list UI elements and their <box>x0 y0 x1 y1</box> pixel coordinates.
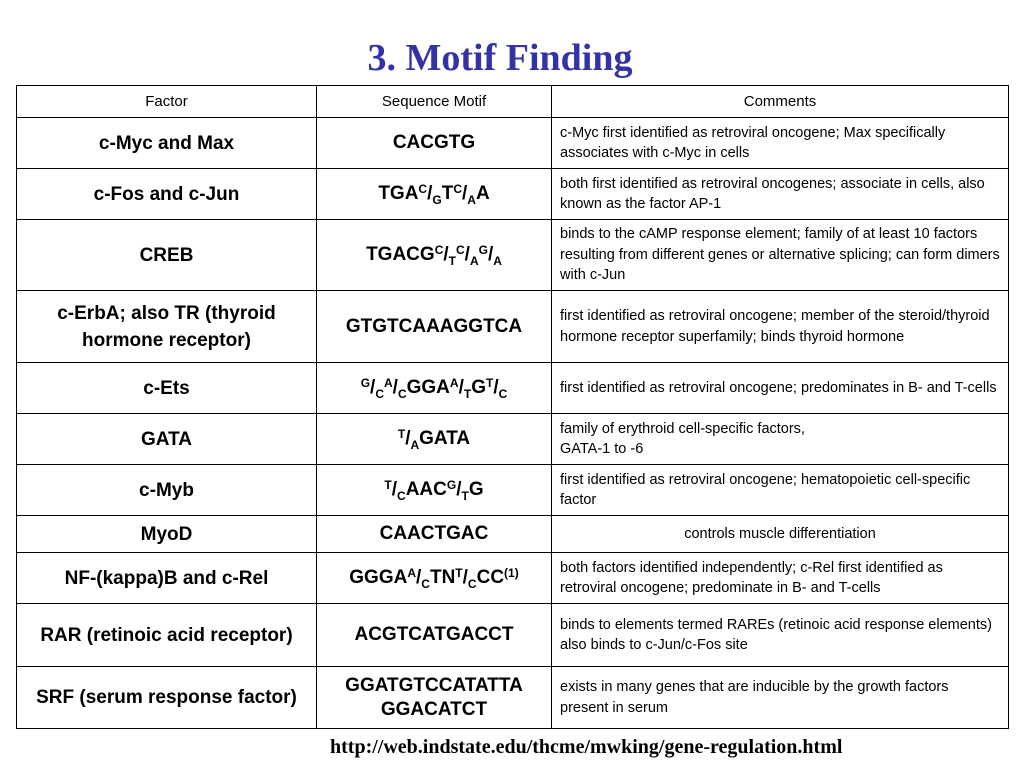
motif-segment: G <box>468 479 484 500</box>
motif-segment: A <box>407 566 417 580</box>
factor-cell: SRF (serum response factor) <box>17 667 317 729</box>
table-row <box>17 465 1009 516</box>
motif-segment: / <box>416 567 422 588</box>
motif-segment: CACGTG <box>392 132 476 153</box>
factor-cell: MyoD <box>17 516 317 553</box>
motif-segment: T <box>485 376 494 390</box>
motif-segment: T <box>463 387 472 401</box>
motif-segment: C <box>421 577 430 591</box>
table-row <box>17 516 1009 553</box>
comment-cell: controls muscle differentiation <box>552 516 1009 553</box>
sequence-motif-cell <box>317 291 552 363</box>
sequence-motif-cell <box>317 220 552 291</box>
comment-cell: family of erythroid cell-specific factors, GATA-1 to -6 <box>552 414 1009 465</box>
comment-cell: both factors identified independently; c-Rel first identified as retroviral oncogene; predominate in B- and T-cells <box>552 553 1009 604</box>
motif-segment: / <box>443 244 449 265</box>
motif-segment: T <box>448 254 456 268</box>
motif-segment: A <box>467 193 476 207</box>
motif-segment: T <box>461 489 469 503</box>
motif-segment: CC <box>476 567 505 588</box>
factor-cell: CREB <box>17 220 317 291</box>
motif-segment: C <box>418 182 428 196</box>
motif-segment: (1) <box>504 566 519 580</box>
motif-segment: C <box>397 387 407 401</box>
motif-segment: C <box>375 387 384 401</box>
motif-segment: GTGTCAAAGGTCA <box>345 315 523 337</box>
table-row <box>17 220 1009 291</box>
motif-segment: T <box>455 566 463 580</box>
motif-table <box>16 85 1009 729</box>
motif-segment: T <box>397 427 406 441</box>
factor-cell: c-Ets <box>17 363 317 414</box>
comment-cell: binds to the cAMP response element; family of at least 10 factors resulting from different genes or alternative splicing; can form dimers with c-Jun <box>552 220 1009 291</box>
comment-cell: first identified as retroviral oncogene; member of the steroid/thyroid hormone receptor superfamily; binds thyroid hormone <box>552 291 1009 363</box>
factor-cell: c-Myb <box>17 465 317 516</box>
factor-cell: c-Fos and c-Jun <box>17 169 317 220</box>
motif-segment: G <box>478 243 488 257</box>
table-row <box>17 118 1009 169</box>
motif-segment: G <box>446 478 457 492</box>
motif-segment: / <box>391 479 398 500</box>
motif-segment: C <box>455 243 465 257</box>
comment-cell: first identified as retroviral oncogene; predominates in B- and T-cells <box>552 363 1009 414</box>
motif-segment: / <box>405 428 411 449</box>
table-row <box>17 414 1009 465</box>
comment-cell: exists in many genes that are inducible by the growth factors present in serum <box>552 667 1009 729</box>
sequence-motif-cell <box>317 667 552 729</box>
factor-cell: RAR (retinoic acid receptor) <box>17 604 317 667</box>
motif-segment: T <box>384 478 392 492</box>
table-header-row <box>17 86 1009 118</box>
comment-cell: first identified as retroviral oncogene; hematopoietic cell-specific factor <box>552 465 1009 516</box>
motif-segment: / <box>487 244 494 265</box>
motif-segment: ACGTCATGACCT <box>354 624 514 645</box>
sequence-motif-cell <box>317 516 552 553</box>
comment-cell: both first identified as retroviral oncogenes; associate in cells, also known as the factor AP-1 <box>552 169 1009 220</box>
motif-segment: / <box>458 377 464 398</box>
motif-segment: / <box>462 183 468 204</box>
motif-segment: / <box>370 377 376 398</box>
motif-segment: / <box>456 479 462 500</box>
motif-segment: / <box>392 377 398 398</box>
motif-segment: / <box>464 244 470 265</box>
sequence-motif-cell <box>317 414 552 465</box>
motif-segment: GGA <box>406 377 450 398</box>
motif-segment: G <box>471 377 486 398</box>
motif-segment: CAACTGAC <box>379 523 489 544</box>
comment-cell: binds to elements termed RAREs (retinoic acid response elements) also binds to c-Jun/c-Fos site <box>552 604 1009 667</box>
sequence-motif-cell <box>317 465 552 516</box>
factor-cell: GATA <box>17 414 317 465</box>
motif-segment: T <box>441 183 454 204</box>
motif-segment: GATA <box>419 428 471 449</box>
table-row <box>17 604 1009 667</box>
motif-segment: / <box>462 567 468 588</box>
motif-segment: G <box>360 376 371 390</box>
motif-segment: A <box>384 376 393 390</box>
motif-segment: A <box>469 254 479 268</box>
table-row <box>17 363 1009 414</box>
sequence-motif-cell <box>317 118 552 169</box>
factor-cell: NF-(kappa)B and c-Rel <box>17 553 317 604</box>
motif-segment: C <box>397 489 406 503</box>
table-row <box>17 169 1009 220</box>
motif-segment: TGA <box>378 183 419 204</box>
motif-segment: A <box>410 438 420 452</box>
sequence-motif-cell <box>317 169 552 220</box>
motif-segment: TN <box>429 567 456 588</box>
motif-segment: A <box>493 254 502 268</box>
motif-segment: G <box>432 193 442 207</box>
motif-segment: C <box>467 577 477 591</box>
table-row <box>17 291 1009 363</box>
motif-segment: / <box>427 183 433 204</box>
motif-segment: A <box>475 183 490 204</box>
header-factor: Factor <box>17 86 317 118</box>
comment-cell: c-Myc first identified as retroviral oncogene; Max specifically associates with c-Myc in cells <box>552 118 1009 169</box>
sequence-motif-cell <box>317 553 552 604</box>
motif-segment: A <box>449 376 459 390</box>
motif-segment: / <box>493 377 499 398</box>
source-url: http://web.indstate.edu/thcme/mwking/gene-regulation.html <box>330 736 843 758</box>
factor-cell: c-ErbA; also TR (thyroid hormone receptor) <box>17 291 317 363</box>
motif-segment: AAC <box>405 479 447 500</box>
motif-segment: C <box>434 243 444 257</box>
sequence-motif-cell <box>317 604 552 667</box>
table-row <box>17 667 1009 729</box>
header-comments: Comments <box>552 86 1009 118</box>
motif-segment: C <box>498 387 508 401</box>
sequence-motif-cell <box>317 363 552 414</box>
motif-segment: C <box>453 182 462 196</box>
slide-title: 3. Motif Finding <box>367 37 633 79</box>
factor-cell: c-Myc and Max <box>17 118 317 169</box>
motif-segment: GGATGTCCATATTA GGACATCT <box>345 674 523 720</box>
motif-segment: TGACG <box>366 244 435 265</box>
table-row <box>17 553 1009 604</box>
motif-segment: GGGA <box>349 567 408 588</box>
header-sequence-motif: Sequence Motif <box>317 86 552 118</box>
table-body <box>17 118 1009 729</box>
